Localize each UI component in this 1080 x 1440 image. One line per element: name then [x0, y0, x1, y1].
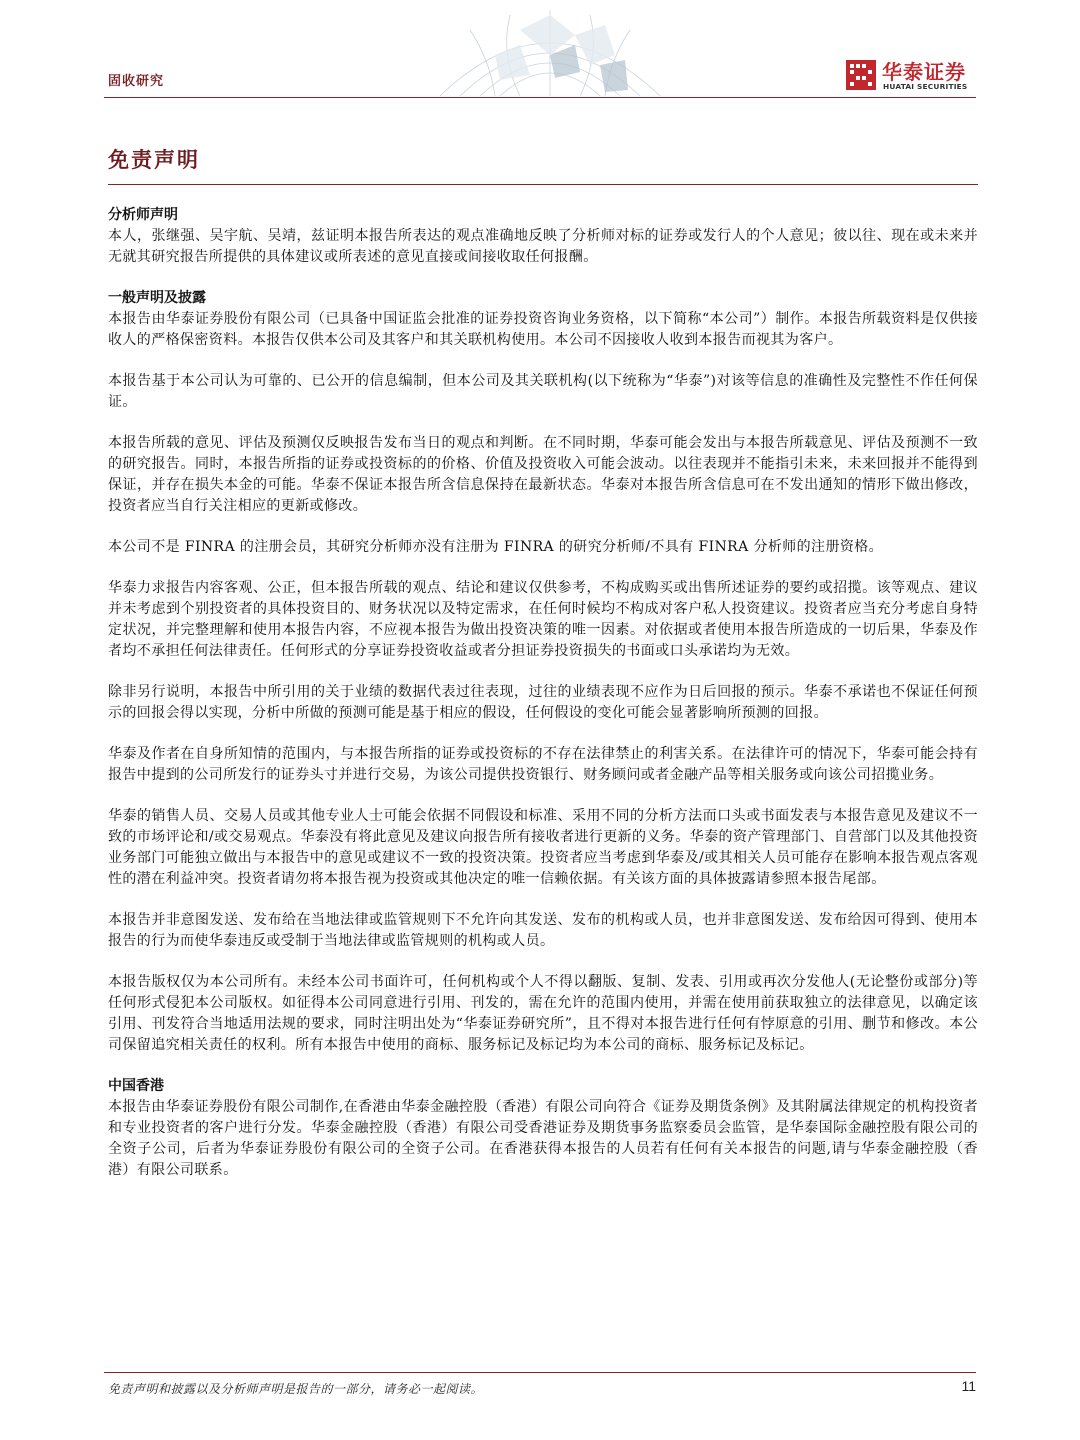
paragraph: 本报告所载的意见、评估及预测仅反映报告发布当日的观点和判断。在不同时期，华泰可能会发出与本报告所载意见、评估及预测不一致的研究报告。同时，本报告所指的证券或投资标的的价格、价值及投资收入可能会波动。以往表现并不能指引未来，未来回报并不能得到保证，并存在损失本金的可能。华泰不保证本报告所含信息保持在最新状态。华泰对本报告所含信息可在不发出通知的情形下做出修改，投资者应当自行关注相应的更新或修改。 — [108, 435, 978, 514]
footer-note: 免责声明和披露以及分析师声明是报告的一部分，请务必一起阅读。 — [108, 1382, 484, 1396]
paragraph: 本公司不是 FINRA 的注册会员，其研究分析师亦没有注册为 FINRA 的研究分析师/不具有 FINRA 分析师的注册资格。 — [108, 539, 884, 555]
header-globe-graphic — [400, 10, 700, 96]
page-header — [0, 0, 1080, 100]
huatai-logo-icon — [846, 60, 876, 90]
paragraph: 本报告基于本公司认为可靠的、已公开的信息编制，但本公司及其关联机构(以下统称为“华泰”)对该等信息的准确性及完整性不作任何保证。 — [108, 373, 978, 410]
paragraph: 华泰及作者在自身所知情的范围内，与本报告所指的证券或投资标的不存在法律禁止的利害关系。在法律许可的情况下，华泰可能会持有报告中提到的公司所发行的证券头寸并进行交易，为该公司提供投资银行、财务顾问或者金融产品等相关服务或向该公司招揽业务。 — [108, 746, 978, 783]
huatai-logo — [846, 58, 978, 94]
paragraph: 本报告由华泰证券股份有限公司（已具备中国证监会批准的证券投资咨询业务资格，以下简称“本公司”）制作。本报告所载资料是仅供接收人的严格保密资料。本报告仅供本公司及其客户和其关联机构使用。本公司不因接收人收到本报告而视其为客户。 — [108, 311, 978, 348]
header-rule — [104, 97, 976, 98]
main-content — [108, 140, 978, 1181]
section-tag: 固收研究 — [108, 74, 165, 89]
logo-name-en: HUATAI SECURITIES — [883, 82, 968, 91]
paragraph: 本人，张继强、吴宇航、吴靖，兹证明本报告所表达的观点准确地反映了分析师对标的证券或发行人的个人意见；彼以往、现在或未来并无就其研究报告所提供的具体建议或所表述的意见直接或间接收取任何报酬。 — [108, 228, 978, 265]
paragraph: 本报告由华泰证券股份有限公司制作,在香港由华泰金融控股（香港）有限公司向符合《证券及期货条例》及其附属法律规定的机构投资者和专业投资者的客户进行分发。华泰金融控股（香港）有限公司受香港证券及期货事务监察委员会监管，是华泰国际金融控股有限公司的全资子公司，后者为华泰证券股份有限公司的全资子公司。在香港获得本报告的人员若有任何有关本报告的问题,请与华泰金融控股（香港）有限公司联系。 — [108, 1099, 978, 1178]
page-title: 免责声明 — [108, 148, 200, 172]
general-disclosure-section — [108, 288, 978, 1056]
hong-kong-section — [108, 1076, 978, 1181]
title-rule — [108, 184, 978, 185]
section-heading: 分析师声明 — [108, 207, 178, 223]
paragraph: 本报告版权仅为本公司所有。未经本公司书面许可，任何机构或个人不得以翻版、复制、发表、引用或再次分发他人(无论整份或部分)等任何形式侵犯本公司版权。如征得本公司同意进行引用、刊发的，需在允许的范围内使用，并需在使用前获取独立的法律意见，以确定该引用、刊发符合当地适用法规的要求，同时注明出处为“华泰证券研究所”，且不得对本报告进行任何有悖原意的引用、删节和修改。本公司保留追究相关责任的权利。所有本报告中使用的商标、服务标记及标记均为本公司的商标、服务标记及标记。 — [108, 974, 978, 1053]
paragraph: 本报告并非意图发送、发布给在当地法律或监管规则下不允许向其发送、发布的机构或人员，也并非意图发送、发布给因可得到、使用本报告的行为而使华泰违反或受制于当地法律或监管规则的机构或人员。 — [108, 912, 978, 949]
section-heading: 一般声明及披露 — [108, 290, 206, 306]
section-heading: 中国香港 — [108, 1078, 164, 1094]
paragraph: 华泰的销售人员、交易人员或其他专业人士可能会依据不同假设和标准、采用不同的分析方法而口头或书面发表与本报告意见及建议不一致的市场评论和/或交易观点。华泰没有将此意见及建议向报告所有接收者进行更新的义务。华泰的资产管理部门、自营部门以及其他投资业务部门可能独立做出与本报告中的意见或建议不一致的投资决策。投资者应当考虑到华泰及/或其相关人员可能存在影响本报告观点客观性的潜在利益冲突。投资者请勿将本报告视为投资或其他决定的唯一信赖依据。有关该方面的具体披露请参照本报告尾部。 — [108, 808, 978, 887]
page-number: 11 — [961, 1378, 976, 1394]
footer-rule — [104, 1372, 976, 1373]
paragraph: 华泰力求报告内容客观、公正，但本报告所载的观点、结论和建议仅供参考，不构成购买或出售所述证券的要约或招揽。该等观点、建议并未考虑到个别投资者的具体投资目的、财务状况以及特定需求，在任何时候均不构成对客户私人投资建议。投资者应当充分考虑自身特定状况，并完整理解和使用本报告内容，不应视本报告为做出投资决策的唯一因素。对依据或者使用本报告所造成的一切后果，华泰及作者均不承担任何法律责任。任何形式的分享证券投资收益或者分担证券投资损失的书面或口头承诺均为无效。 — [108, 580, 978, 659]
analyst-statement-section — [108, 205, 978, 268]
logo-name-cn: 华泰证券 — [882, 60, 966, 84]
paragraph: 除非另行说明，本报告中所引用的关于业绩的数据代表过往表现，过往的业绩表现不应作为日后回报的预示。华泰不承诺也不保证任何预示的回报会得以实现，分析中所做的预测可能是基于相应的假设，任何假设的变化可能会显著影响所预测的回报。 — [108, 684, 978, 721]
